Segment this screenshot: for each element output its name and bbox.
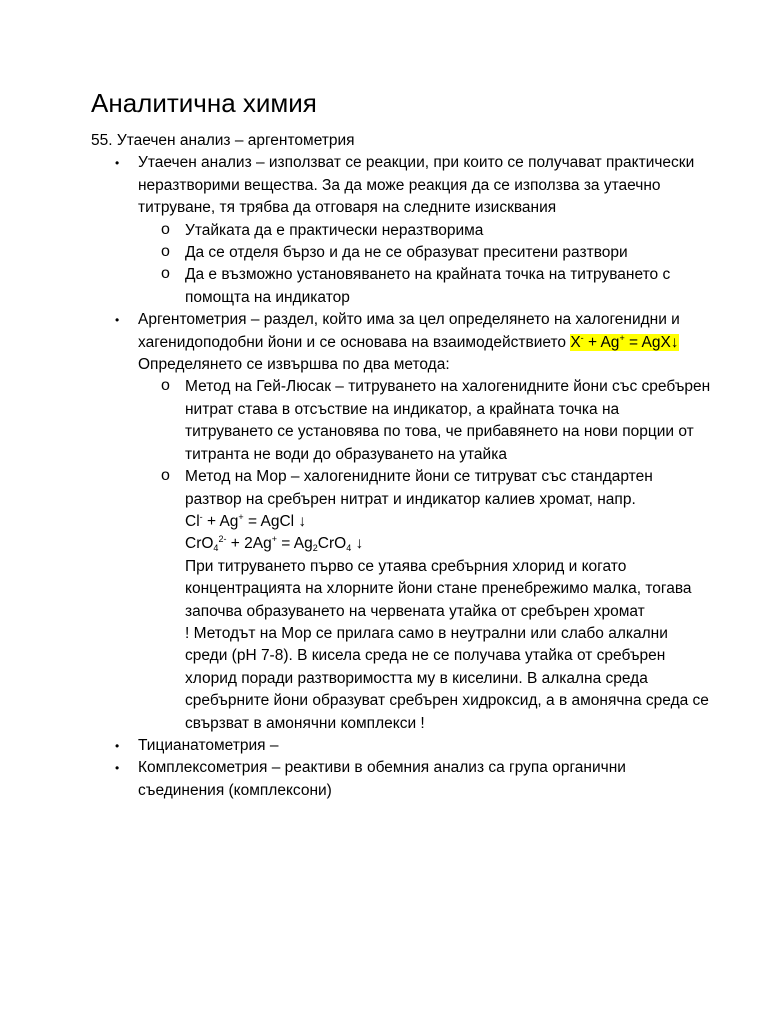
eq-x: X (570, 333, 581, 351)
methods-intro: Определянето се извършва по два метода: (138, 356, 450, 374)
eq2-cro: CrO (185, 535, 214, 553)
eq-ag: + Ag (583, 333, 620, 351)
bullet-icon: • (115, 738, 120, 753)
sub-item-text: Да се отделя бързо и да не се образуват преситени разтвори (185, 244, 628, 262)
eq-x-charge: - (580, 332, 584, 343)
sub-bullet-icon: o (161, 265, 170, 283)
eq1-ag: + Ag (202, 512, 239, 530)
eq1-cl: Cl (185, 512, 200, 530)
eq2-cr-sub: 4 (346, 543, 352, 554)
document-title: Аналитична химия (91, 88, 317, 118)
eq2-cro-sub: 4 (213, 543, 219, 554)
bullet-list (91, 152, 711, 219)
bullet-list (91, 735, 711, 802)
mohr-paragraph-1: При титруването първо се утаява сребърния хлорид и когато концентрацията на хлорните йони стане пренебрежимо малка, тогава започва образуването на червената утайка от сребърен хромат (185, 557, 692, 620)
eq2-cro-charge: 2- (218, 534, 227, 545)
eq2-ag2-sub: 2 (312, 543, 318, 554)
sub-list (91, 376, 711, 510)
eq2-ag: + 2Ag (226, 535, 272, 553)
sub-item-insoluble (91, 220, 711, 242)
mohr-paragraph-2: ! Методът на Мор се прилага само в неутрални или слабо алкални среди (pH 7-8). В кисела среда не се получава утайка от сребърен хлорид поради разтворимостта му в киселини. В алкална среда сребърните йони образуват сребърен хидроксид, а в амонячна среда се свързват в амонячни комплекси ! (185, 624, 709, 732)
sub-item-end-point (91, 264, 711, 309)
bullet-icon: • (115, 156, 120, 171)
eq-ag-charge: + (619, 332, 625, 343)
eq2-ag-charge: + (271, 534, 277, 545)
bullet-text: Утаечен анализ – използват се реакции, при които се получават практически неразтворими вещества. За да може реакция да се използва за утаечно титруване, тя трябва да отговаря на следните изисквания (138, 154, 695, 217)
sub-item-text: Метод на Гей-Люсак – титруването на халогенидните йони със сребърен нитрат става в отсъствие на индикатор, а крайната точка на титруването се установява по това, че прибавянето на нови порции от титранта не води до образуването на утайка (185, 378, 711, 463)
eq2-ag2: = Ag (276, 535, 313, 553)
bullet-text: Аргентометрия – раздел, който има за цел определянето на халогенидни и хагенидоподобни йони и се основава на взаимодействието (138, 311, 680, 351)
sub-item-text: Утайката да е практически неразтворима (185, 221, 484, 239)
eq2-cr: CrO (317, 535, 347, 553)
bullet-item-argentometry (91, 309, 711, 354)
sub-item-mohr (91, 466, 711, 511)
sub-item-text: Метод на Мор – халогенидните йони се титруват със стандартен разтвор на сребърен нитрат и индикатор калиев хромат, напр. (185, 468, 653, 508)
sub-item-gay-lussac (91, 376, 711, 466)
eq-product: = AgX↓ (624, 333, 679, 351)
bullet-list (91, 309, 711, 354)
sub-bullet-icon: o (161, 243, 170, 261)
sub-item-text: Да е възможно установяването на крайната точка на титруването с помощта на индикатор (185, 266, 671, 306)
bullet-item-precipitation-analysis (91, 152, 711, 219)
sub-list (91, 220, 711, 310)
eq2-arrow: ↓ (351, 535, 364, 553)
highlighted-equation (570, 334, 678, 351)
document-body (91, 130, 711, 802)
bullet-item-thiocyanatometry (91, 735, 711, 757)
equation-ag2cro4 (91, 533, 711, 555)
bullet-text: Комплексометрия – реактиви в обемния анализ са група органични съединения (комплексони) (138, 759, 626, 799)
equation-agcl (91, 511, 711, 533)
sub-item-fast-separation (91, 242, 711, 264)
section-heading: 55. Утаечен анализ – аргентометрия (91, 132, 355, 149)
eq1-cl-charge: - (199, 511, 203, 522)
bullet-icon: • (115, 313, 120, 328)
bullet-item-complexometry (91, 757, 711, 802)
bullet-text: Тицианатометрия – (138, 736, 279, 754)
sub-bullet-icon: o (161, 377, 170, 395)
bullet-icon: • (115, 761, 120, 776)
eq1-ag-charge: + (238, 511, 244, 522)
sub-bullet-icon: o (161, 220, 170, 238)
eq1-product: = AgCl ↓ (243, 512, 307, 530)
sub-bullet-icon: o (161, 467, 170, 485)
